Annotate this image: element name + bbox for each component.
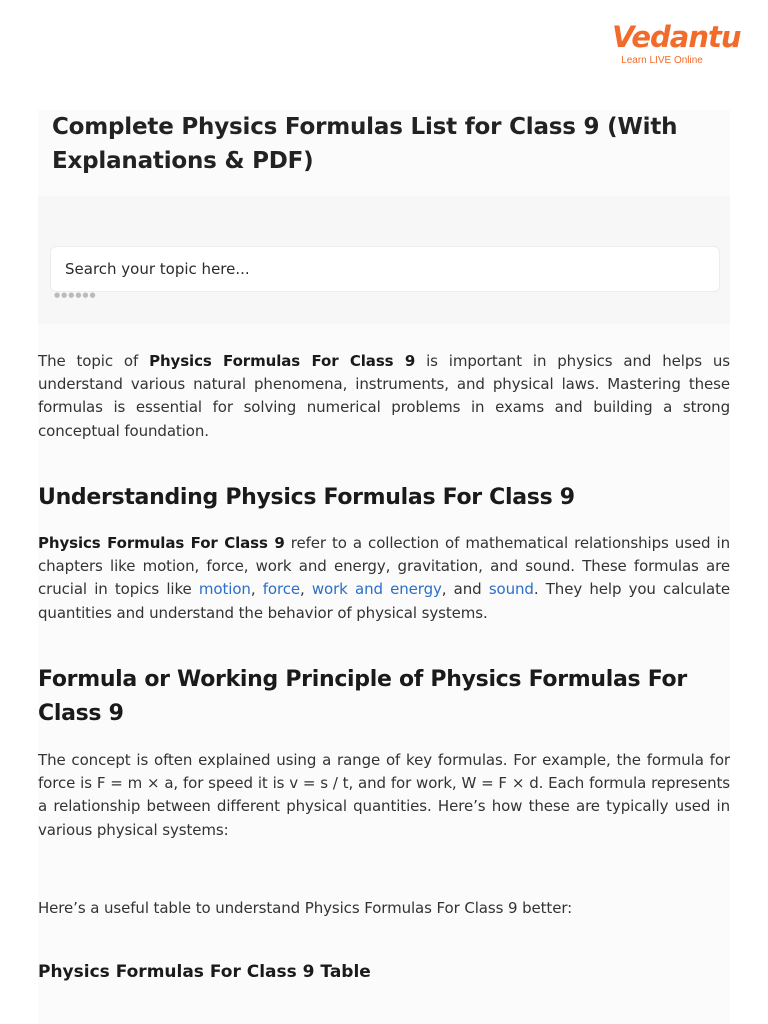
title-block (38, 110, 730, 196)
understanding-bold-term: Physics Formulas For Class 9 (38, 534, 285, 552)
understanding-text-1: refer to a collection of mathematical relationships used in chapters like motion, force, work and energy, gravitation, and sound. These formulas are crucial in topics like (38, 534, 730, 599)
understanding-paragraph (38, 532, 730, 625)
link-force[interactable]: force (262, 580, 300, 599)
separator: , (299, 580, 312, 599)
intro-text-pre: The topic of (38, 352, 150, 370)
link-motion[interactable]: motion (198, 580, 251, 599)
page-title: Complete Physics Formulas List for Class 9 (With Explanations & PDF) (52, 114, 678, 174)
search-box[interactable] (50, 246, 720, 292)
search-dots-decoration: ●●●●●● (54, 291, 97, 299)
separator: , and (441, 580, 489, 599)
intro-paragraph (38, 350, 730, 443)
vedantu-logo[interactable] (612, 20, 741, 67)
separator: , (250, 580, 263, 599)
search-input[interactable] (65, 247, 705, 291)
intro-bold-term: Physics Formulas For Class 9 (149, 352, 416, 370)
table-intro-paragraph: Here’s a useful table to understand Physics Formulas For Class 9 better: (38, 899, 573, 917)
link-work-and-energy[interactable]: work and energy (311, 580, 442, 599)
logo-wordmark: Vedantu (612, 20, 741, 54)
article-content (38, 324, 730, 1024)
link-sound[interactable]: sound (488, 580, 534, 599)
heading-formula-principle: Formula or Working Principle of Physics Formulas For Class 9 (38, 667, 687, 726)
logo-tagline: Learn LIVE Online (621, 55, 703, 66)
heading-understanding: Understanding Physics Formulas For Class 9 (38, 485, 575, 510)
understanding-text-2: . They help you calculate quantities and understand the behavior of physical systems. (38, 580, 730, 622)
intro-text-post: is important in physics and helps us understand various natural phenomena, instruments, and physical laws. Mastering these formulas is essential for solving numerical problems in exams and building a strong conceptual foundation. (38, 352, 730, 440)
formula-paragraph: The concept is often explained using a range of key formulas. For example, the formula for force is F = m × a, for speed it is v = s / t, and for work, W = F × d. Each formula represents a relationship between different physical quantities. Here’s how these are typically used in various physical systems: (38, 751, 730, 839)
heading-formulas-table: Physics Formulas For Class 9 Table (38, 962, 371, 982)
